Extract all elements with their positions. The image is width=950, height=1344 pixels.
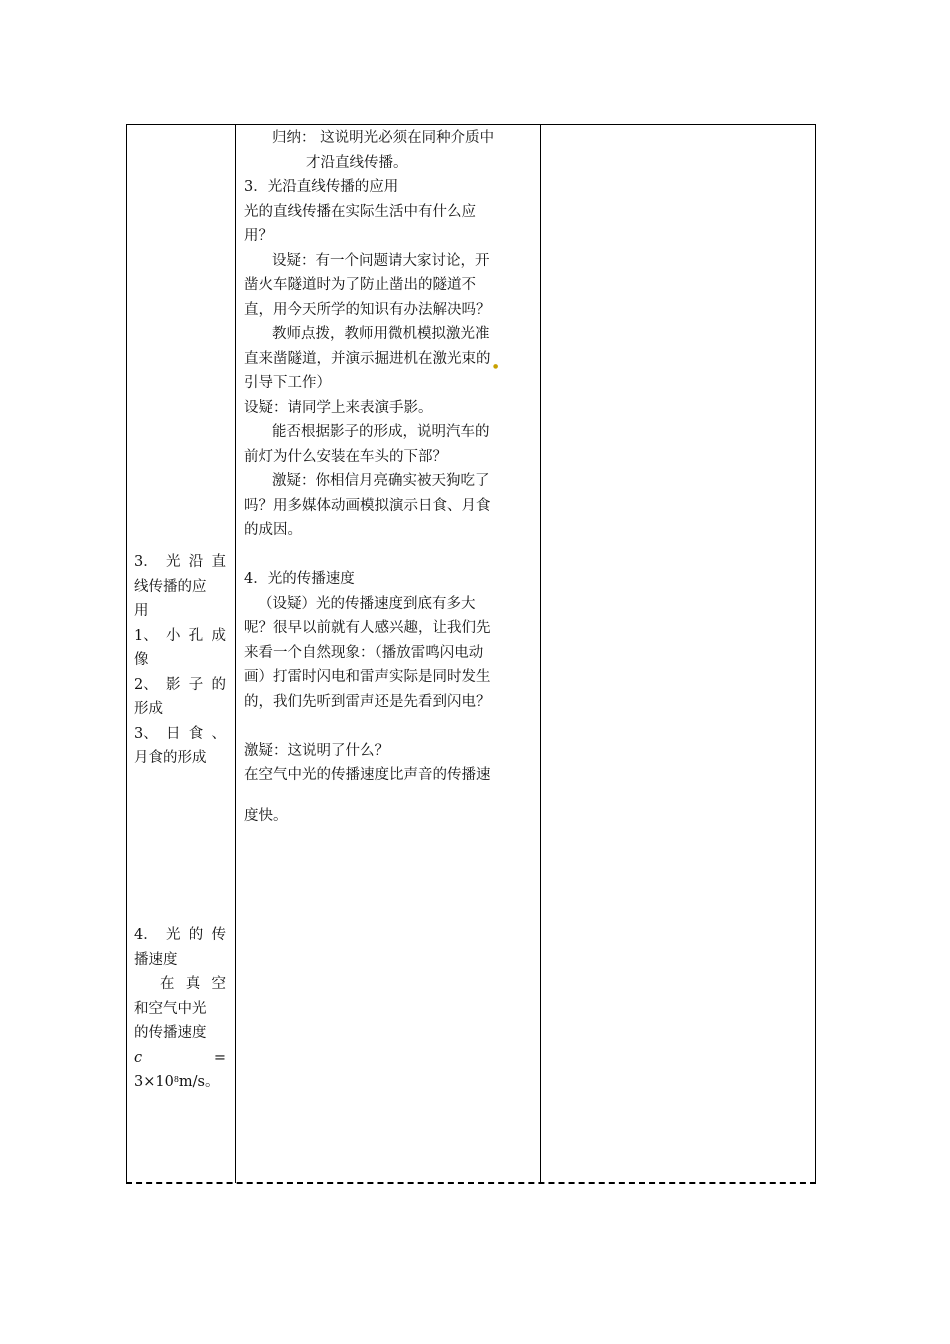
- text-fragment: 真: [185, 976, 201, 992]
- column-divider: [540, 125, 541, 1183]
- text-line: 才沿直线传播。: [306, 154, 408, 171]
- text-fragment: 子: [188, 676, 204, 693]
- text-fragment: 的: [188, 927, 204, 943]
- text-fragment: 传: [211, 927, 226, 943]
- text-fragment: 沿: [188, 554, 204, 570]
- justified-line: [134, 722, 226, 747]
- equals-sign: =: [213, 1049, 226, 1066]
- text-line: 呢？很早以前就有人感兴趣，让我们先: [244, 620, 491, 636]
- text-line: 月食的形成: [134, 750, 207, 766]
- justified-line: [134, 972, 226, 997]
- text-line: 像: [134, 652, 149, 668]
- text-line: 激疑：你相信月亮确实被天狗吃了: [272, 473, 490, 489]
- text-line: 前灯为什么安装在车头的下部？: [244, 448, 447, 465]
- section-heading: 4．光的传播速度: [244, 571, 355, 587]
- text-line: 直来凿隧道，并演示掘进机在激光束的: [244, 350, 491, 367]
- text-line: 直，用今天所学的知识有办法解决吗？: [244, 301, 491, 318]
- speed-value: [134, 1070, 230, 1095]
- text-line: 在空气中光的传播速度比声音的传播速: [244, 767, 491, 783]
- text-line: 用？: [244, 228, 273, 244]
- text-fragment: 2、: [134, 676, 158, 693]
- text-fragment: 4．: [134, 927, 158, 943]
- text-fragment: 3、: [134, 725, 158, 742]
- text-line: 归纳： 这说明光必须在同种介质中: [272, 130, 495, 146]
- text-fragment: 的: [211, 676, 226, 693]
- text-line: 播速度: [134, 951, 178, 968]
- text-line: 用: [134, 603, 149, 619]
- text-fragment: 光: [165, 554, 181, 570]
- text-line: 画）打雷时闪电和雷声实际是同时发生: [244, 669, 491, 685]
- key-points-section-4: [134, 923, 230, 1095]
- text-line: （设疑）光的传播速度到底有多大: [258, 595, 476, 612]
- text-line: 引导下工作）: [244, 375, 331, 391]
- text-line: 能否根据影子的形成，说明汽车的: [272, 424, 490, 440]
- justified-line: [134, 1046, 226, 1071]
- text-line: 设疑：请同学上来表演手影。: [244, 399, 433, 416]
- text-fragment: 、: [211, 725, 226, 742]
- text-line: 教师点拨，教师用微机模拟激光准: [272, 326, 490, 342]
- column-divider: [235, 125, 236, 1183]
- text-fragment: 孔: [188, 627, 204, 644]
- text-line: 凿火车隧道时为了防止凿出的隧道不: [244, 277, 476, 293]
- section-heading: 3．光沿直线传播的应用: [244, 179, 399, 195]
- text-line: 光的直线传播在实际生活中有什么应: [244, 203, 476, 220]
- text-fragment: 直: [211, 554, 226, 570]
- justified-line: [134, 624, 226, 649]
- text-line: 度快。: [244, 807, 288, 824]
- text-line: 吗？用多媒体动画模拟演示日食、月食: [244, 497, 491, 514]
- table-bottom-dashed-border: [126, 1182, 816, 1184]
- text-fragment: 日: [165, 725, 181, 742]
- text-fragment: 成: [211, 627, 226, 644]
- key-points-section-3: [134, 550, 230, 771]
- text-fragment: 小: [165, 627, 181, 644]
- justified-line: [134, 673, 226, 698]
- text-line: 的，我们先听到雷声还是先看到闪电？: [244, 693, 491, 710]
- text-fragment: 1、: [134, 627, 158, 644]
- text-line: 和空气中光: [134, 1000, 207, 1017]
- text-line: 激疑：这说明了什么？: [244, 742, 389, 759]
- justified-line: [134, 550, 226, 575]
- text-fragment: 在: [160, 976, 175, 992]
- text-line: 设疑：有一个问题请大家讨论，开: [272, 252, 490, 269]
- text-fragment: 食: [188, 725, 204, 742]
- text-line: 的传播速度: [134, 1025, 207, 1041]
- text-fragment: 3．: [134, 554, 158, 570]
- text-line: 线传播的应: [134, 578, 207, 595]
- value-exponent: 8: [173, 1075, 179, 1084]
- text-line: 来看一个自然现象：（播放雷鸣闪电动: [244, 644, 484, 661]
- teaching-activities-cell: [244, 126, 534, 828]
- text-line: 的成因。: [244, 522, 302, 538]
- text-line: 形成: [134, 701, 163, 717]
- speed-symbol: c: [134, 1049, 143, 1066]
- stray-mark: ●: [493, 363, 499, 370]
- justified-line: [134, 923, 226, 948]
- text-fragment: 影: [165, 676, 181, 693]
- text-fragment: 空: [211, 976, 226, 992]
- value-base: 3×10: [134, 1074, 174, 1090]
- value-unit: m/s。: [178, 1074, 220, 1090]
- text-fragment: 光: [165, 927, 181, 943]
